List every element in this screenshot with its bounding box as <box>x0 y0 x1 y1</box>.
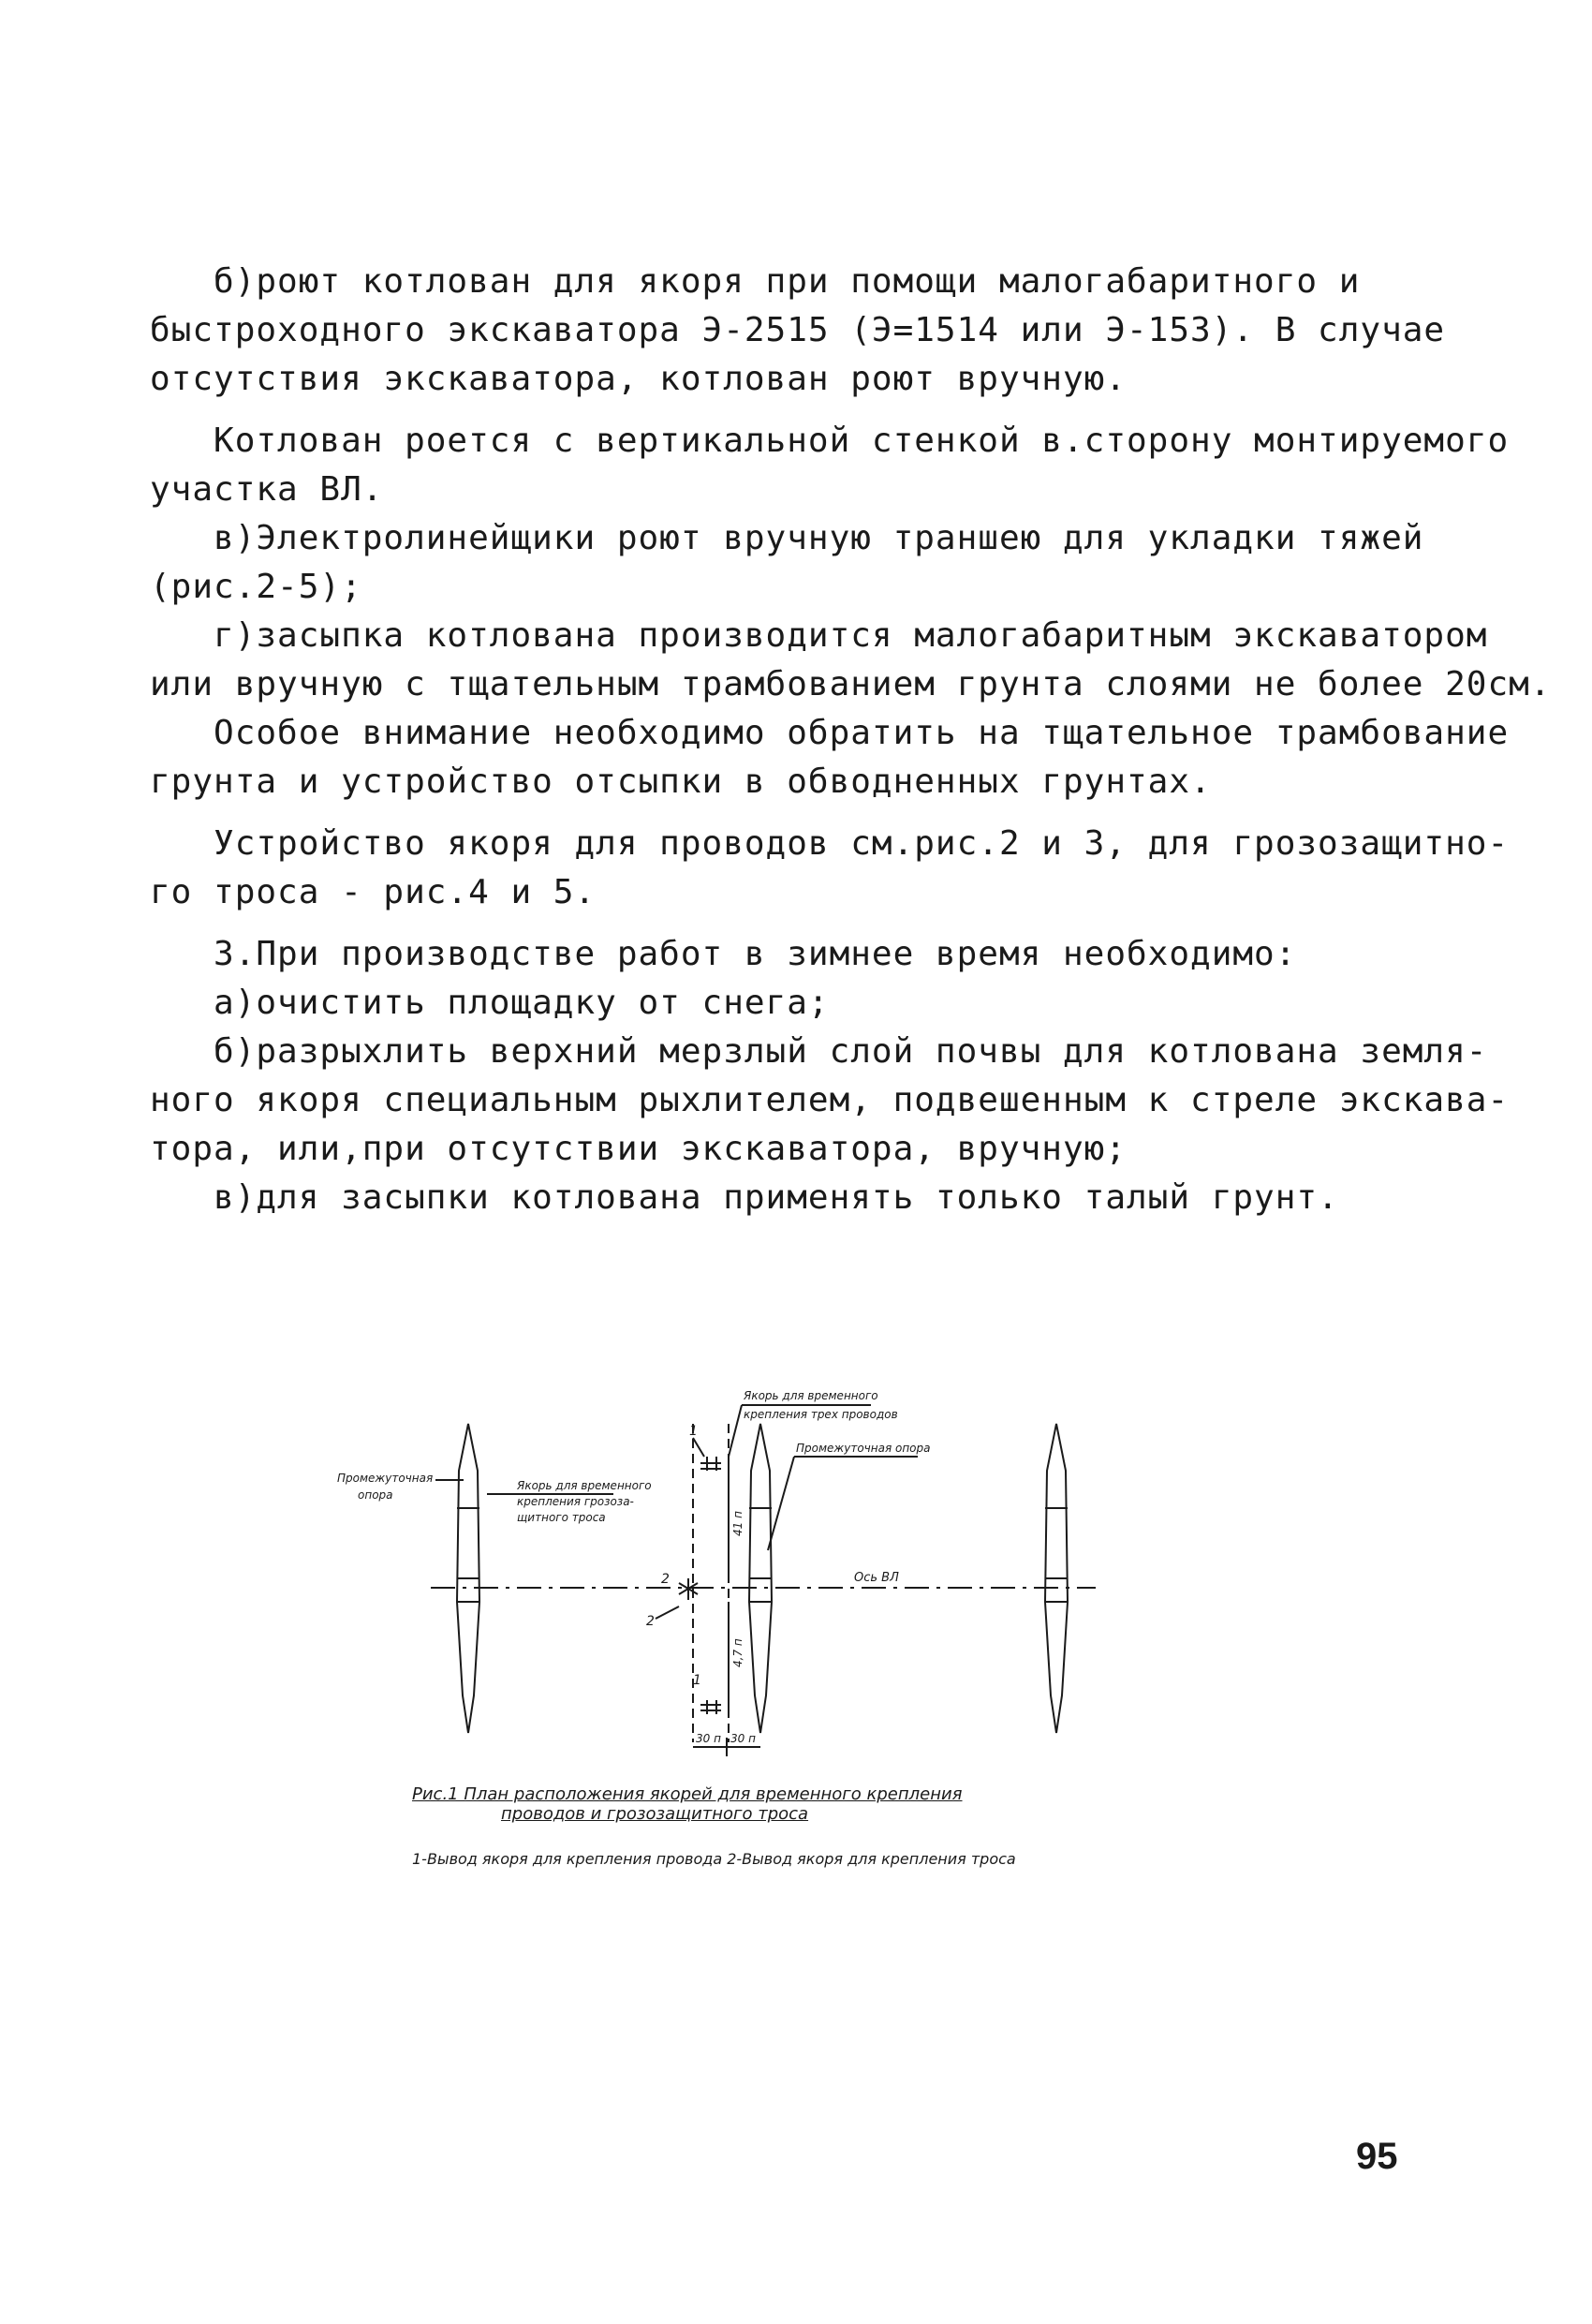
paragraph-line: ного якоря специальным рыхлителем, подвешенным к стреле экскава- <box>150 1081 1510 1119</box>
paragraph-line: участка ВЛ. <box>150 470 384 509</box>
caption-title-cont: проводов и грозозащитного троса <box>501 1804 809 1824</box>
dimension-label: 30 п <box>696 1732 721 1745</box>
leader-line <box>768 1457 794 1550</box>
leader-line <box>656 1606 679 1619</box>
body-text <box>150 258 1552 1222</box>
paragraph-line: (рис.2-5); <box>150 568 362 606</box>
paragraph-line: отсутствия экскаватора, котлован роют вручную. <box>150 360 1127 398</box>
label-intermediate-support: опора <box>358 1488 393 1502</box>
callout-number: 1 <box>689 1424 698 1439</box>
callout-number: 2 <box>646 1614 655 1629</box>
label-anchor-three-wires: крепления трех проводов <box>744 1408 898 1421</box>
label-anchor-ground-wire: Якорь для временного <box>517 1479 652 1492</box>
label-intermediate-support: Промежуточная опора <box>796 1442 931 1455</box>
paragraph-line: б)разрыхлить верхний мерзлый слой почвы для котлована земля- <box>150 1032 1488 1071</box>
callout-number: 2 <box>661 1572 670 1587</box>
support-pole-right <box>1045 1424 1068 1733</box>
label-anchor-three-wires: Якорь для временного <box>744 1389 878 1402</box>
figure-caption <box>412 1784 1086 1868</box>
anchor-upper <box>700 1457 721 1471</box>
paragraph-line: б)роют котлован для якоря при помощи малогабаритного и <box>150 262 1361 301</box>
paragraph-line: Котлован роется с вертикальной стенкой в.сторону монтируемого <box>150 422 1510 460</box>
callout-number: 1 <box>693 1673 701 1688</box>
paragraph-line: Устройство якоря для проводов см.рис.2 и 3, для грозозащитно- <box>150 824 1510 863</box>
paragraph-line: грунта и устройство отсыпки в обводненных грунтах. <box>150 762 1212 801</box>
label-intermediate-support: Промежуточная <box>337 1472 434 1485</box>
dimension-label: 4,7 п <box>731 1638 744 1667</box>
page-number: 95 <box>1356 2136 1398 2177</box>
dimension-label: 30 п <box>730 1732 756 1745</box>
support-pole-left <box>457 1424 479 1733</box>
dimension-label: 41 п <box>731 1511 744 1536</box>
paragraph-line: а)очистить площадку от снега; <box>150 984 830 1022</box>
leader-line <box>693 1438 704 1457</box>
caption-title: Рис.1 План расположения якорей для временного крепления <box>412 1784 963 1804</box>
paragraph-line: г)засыпка котлована производится малогабаритным экскаватором <box>150 616 1488 655</box>
paragraph-line: 3.При производстве работ в зимнее время необходимо: <box>150 935 1297 973</box>
paragraph-line: или вручную с тщательным трамбованием грунта слоями не более 20см. <box>150 665 1552 703</box>
anchor-axis <box>679 1578 698 1600</box>
anchor-lower <box>700 1700 721 1714</box>
paragraph-line: в)для засыпки котлована применять только талый грунт. <box>150 1178 1339 1217</box>
paragraph-line: го троса - рис.4 и 5. <box>150 873 597 911</box>
paragraph-line: Особое внимание необходимо обратить на тщательное трамбование <box>150 714 1510 752</box>
caption-legend: 1-Вывод якоря для крепления провода 2-Вывод якоря для крепления троса <box>412 1850 1016 1868</box>
leader-line <box>729 1405 742 1457</box>
support-pole-middle <box>749 1424 772 1733</box>
label-anchor-ground-wire: крепления грозоза- <box>517 1495 634 1508</box>
label-axis: Ось ВЛ <box>854 1571 899 1585</box>
label-anchor-ground-wire: щитного троса <box>517 1511 606 1524</box>
paragraph-line: тора, или,при отсутствии экскаватора, вручную; <box>150 1130 1127 1168</box>
paragraph-line: в)Электролинейщики роют вручную траншею для укладки тяжей <box>150 519 1424 557</box>
paragraph-line: быстроходного экскаватора Э-2515 (Э=1514 или Э-153). В случае <box>150 311 1446 349</box>
